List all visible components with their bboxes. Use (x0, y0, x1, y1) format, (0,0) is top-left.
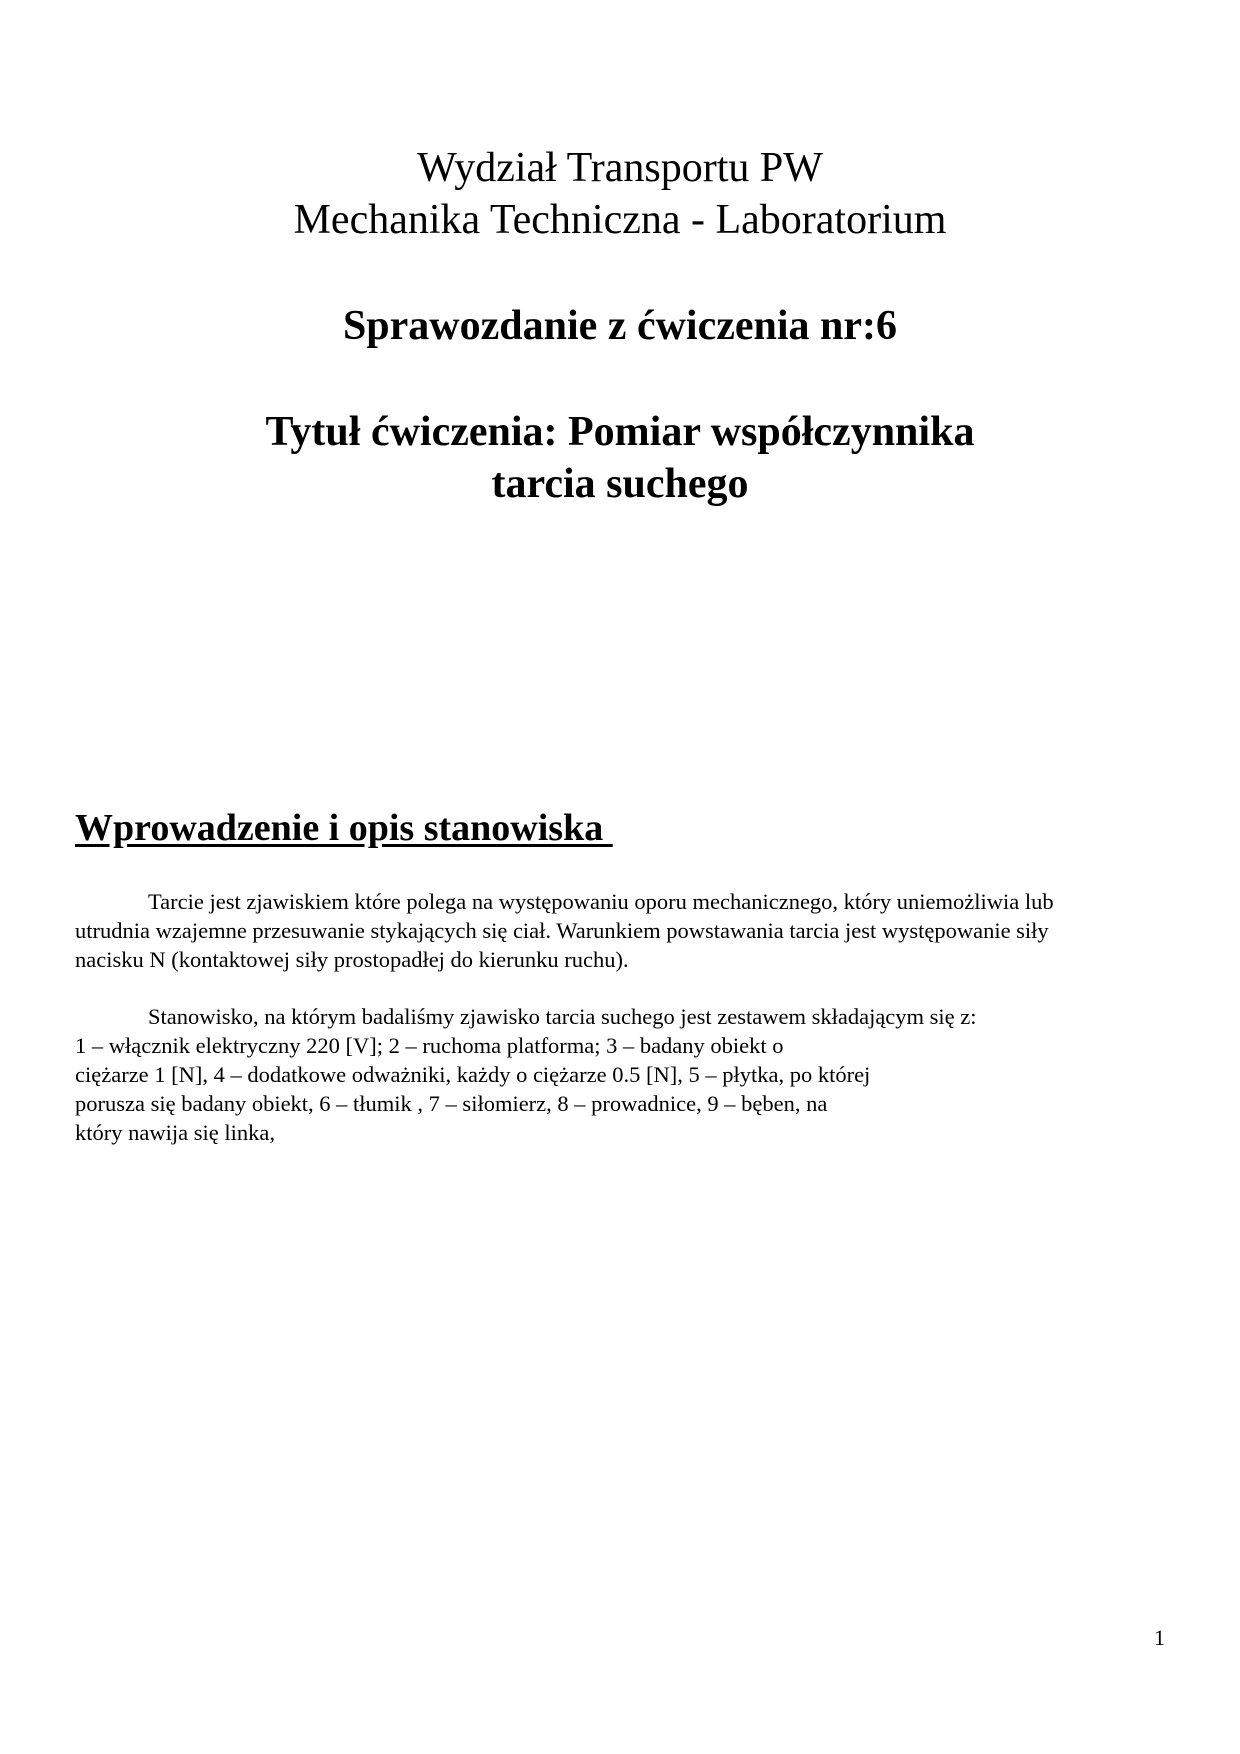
section-heading: Wprowadzenie i opis stanowiska (75, 807, 613, 849)
paragraph-line: który nawija się linka, (75, 1120, 275, 1145)
paragraph-station-description (75, 1002, 1165, 1147)
paragraph-line: Stanowisko, na którym badaliśmy zjawisko tarcia suchego jest zestawem składającym się z: (148, 1004, 977, 1029)
paragraph-line: ciężarze 1 [N], 4 – dodatkowe odważniki, każdy o ciężarze 0.5 [N], 5 – płytka, po której (75, 1062, 871, 1087)
course-name: Mechanika Techniczna - Laboratorium (293, 197, 947, 243)
paragraph-line: 1 – włącznik elektryczny 220 [V]; 2 – ruchoma platforma; 3 – badany obiekt o (75, 1033, 784, 1058)
paragraph-line: Tarcie jest zjawiskiem które polega na występowaniu oporu mechanicznego, który uniemożliwia lub (148, 889, 1054, 914)
paragraph-line: porusza się badany obiekt, 6 – tłumik , 7 – siłomierz, 8 – prowadnice, 9 – bęben, na (75, 1091, 828, 1116)
title-block (0, 142, 1240, 246)
exercise-title-line-2: tarcia suchego (491, 461, 749, 507)
faculty-name: Wydział Transportu PW (417, 145, 823, 191)
paragraph-line: nacisku N (kontaktowej siły prostopadłej do kierunku ruchu). (75, 947, 629, 972)
page-number: 1 (1154, 1625, 1165, 1650)
paragraph-line: utrudnia wzajemne przesuwanie stykających się ciał. Warunkiem powstawania tarcia jest występowanie siły (75, 918, 1049, 943)
paragraph-friction-definition (75, 887, 1165, 974)
report-number: Sprawozdanie z ćwiczenia nr:6 (342, 303, 898, 349)
exercise-title-line-1: Tytuł ćwiczenia: Pomiar współczynnika (265, 409, 975, 455)
exercise-title (0, 406, 1240, 510)
